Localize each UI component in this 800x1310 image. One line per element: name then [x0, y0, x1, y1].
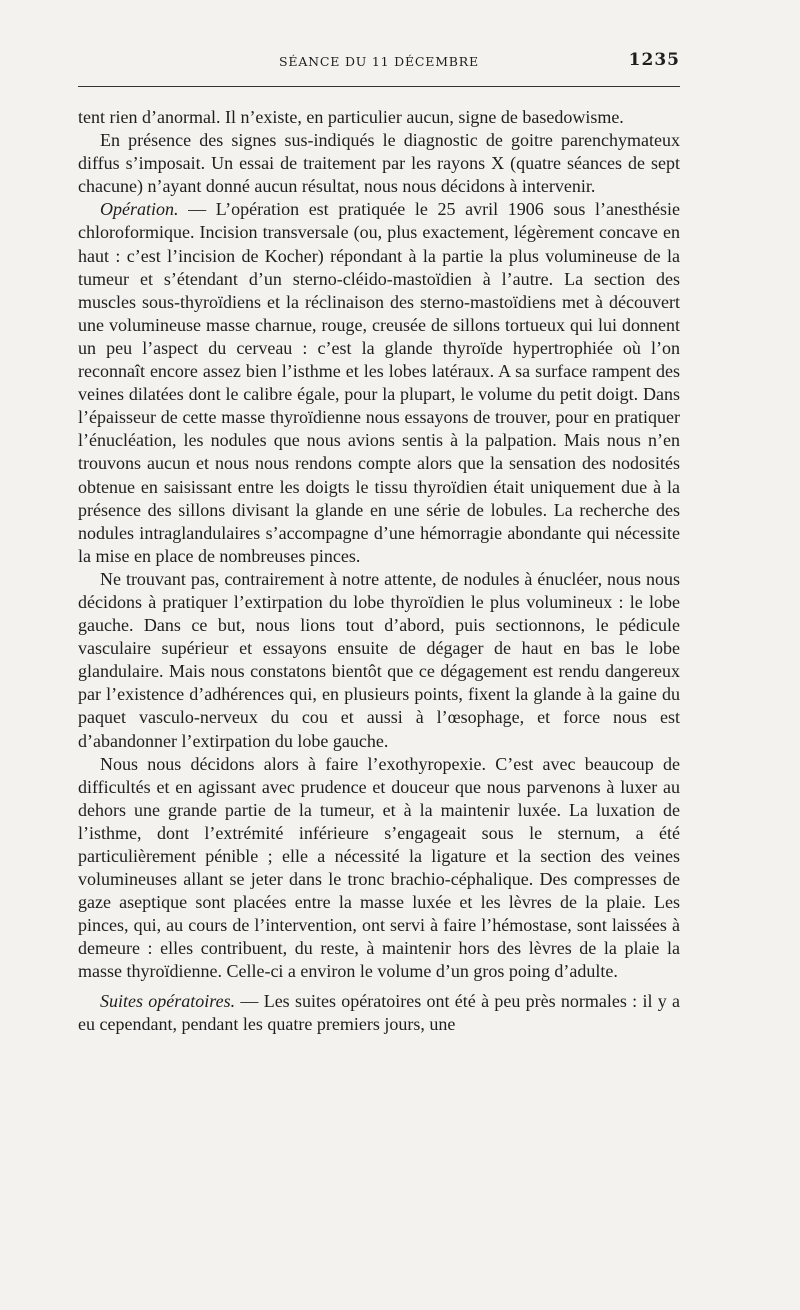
paragraph-2: [78, 129, 680, 198]
section-heading-operation: Opération.: [100, 199, 179, 220]
document-page: [78, 48, 681, 1034]
paragraph-4: [78, 568, 680, 753]
paragraph-4-text: Ne trouvant pas, contrairement à notre attente, de nodules à énucléer, nous nous décidons à pratiquer l’extirpation du lobe thyroïdien le plus volumineux : le lobe gauche. Dans ce but, nous lions tout d’abord, puis sectionnons, le pédicule vasculaire supérieur et essayons ensuite de dégager de haut en bas le lobe glandulaire. Mais nous constatons bientôt que ce dégagement est rendu dangereux par l’existence d’adhérences qui, en plusieurs points, fixent la glande à la gaine du paquet vasculo-nerveux du cou et aussi à l’œsophage, et force nous est d’abandonner l’extirpation du lobe gauche.: [78, 568, 680, 751]
page-number: 1235: [628, 50, 680, 70]
paragraph-1: [78, 106, 680, 129]
body-text: [78, 106, 680, 1036]
running-title: SÉANCE DU 11 DÉCEMBRE: [279, 54, 479, 69]
paragraph-operation-text: — L’opération est pratiquée le 25 avril 1906 sous l’anesthésie chloroformique. Incision transversale (ou, plus exactement, légèrement concave en haut : c’est l’incision de Kocher) répondant à la partie la plus volumineuse de la tumeur et s’étendant d’un sterno-cléido-mastoïdien à l’autre. La section des muscles sous-thyroïdiens et la réclinaison des sterno-mastoïdiens met à découvert une volumineuse masse charnue, rouge, creusée de sillons tortueux qui lui donnent un peu l’aspect du cerveau : c’est la glande thyroïde hypertrophiée où l’on reconnaît encore assez bien l’isthme et les lobes latéraux. A sa surface rampent des veines dilatées dont le calibre égale, pour la plupart, le volume du petit doigt. Dans l’épaisseur de cette masse thyroïdienne nous essayons de trouver, pour en pratiquer l’énucléation, les nodules que nous avions sentis à la palpation. Mais nous n’en trouvons aucun et nous nous rendons compte alors que la sensation des nodosités obtenue en saisissant entre les doigts le tissu thyroïdien était uniquement due à la présence des sillons divisant la glande en une série de lobules. La recherche des nodules intraglandulaires s’accompagne d’une hémorragie abondante qui nécessite la mise en place de nombreuses pinces.: [78, 199, 680, 566]
paragraph-1-text: tent rien d’anormal. Il n’existe, en particulier aucun, signe de basedowisme.: [78, 107, 624, 127]
page-header: [78, 48, 680, 78]
section-heading-suites: Suites opératoires.: [100, 990, 236, 1011]
header-rule: [78, 86, 680, 87]
paragraph-operation: [78, 198, 680, 568]
paragraph-suites: [78, 990, 680, 1036]
paragraph-5-text: Nous nous décidons alors à faire l’exothyropexie. C’est avec beaucoup de difficultés et en agissant avec prudence et douceur que nous parvenons à luxer au dehors une grande partie de la tumeur, et à la maintenir luxée. La luxation de l’isthme, dont l’extrémité inférieure s’engageait sous le sternum, a été particulièrement pénible ; elle a nécessité la ligature et la section des veines volumineuses allant se jeter dans le tronc brachio-céphalique. Des compresses de gaze aseptique sont placées entre la masse luxée et les lèvres de la plaie. Les pinces, qui, au cours de l’intervention, ont servi à faire l’hémostase, sont laissées à demeure : elles contribuent, du reste, à maintenir hors des lèvres de la plaie la masse thyroïdienne. Celle-ci a environ le volume d’un gros poing d’adulte.: [78, 753, 680, 982]
paragraph-2-text: En présence des signes sus-indiqués le diagnostic de goitre parenchymateux diffus s’imposait. Un essai de traitement par les rayons X (quatre séances de sept chacune) n’ayant donné aucun résultat, nous nous décidons à intervenir.: [78, 130, 680, 197]
paragraph-suites-text: — Les suites opératoires ont été à peu près normales : il y a eu cependant, pendant les quatre premiers jours, une: [78, 990, 681, 1034]
paragraph-5: [78, 753, 680, 984]
